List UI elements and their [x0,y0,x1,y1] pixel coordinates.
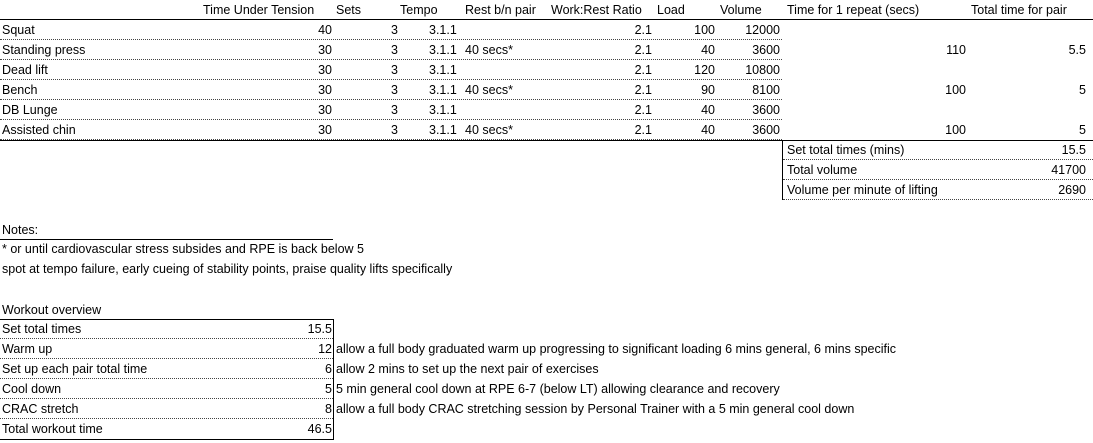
total-pair-cell[interactable]: 5 [1079,123,1086,137]
overview-divider [0,398,333,399]
notes-title[interactable]: Notes: [2,223,39,237]
rest-cell[interactable]: 40 secs* [465,123,513,137]
time-repeat-cell[interactable]: 100 [945,123,966,137]
header-rule [0,19,1093,20]
overview-row [0,339,1093,359]
overview-label[interactable]: CRAC stretch [2,402,79,416]
ratio-cell[interactable]: 2.1 [634,43,652,57]
table-row [0,120,1093,140]
sets-cell[interactable]: 3 [391,63,398,77]
tut-cell[interactable]: 30 [318,63,332,77]
summary-label[interactable]: Set total times (mins) [787,143,905,157]
header-tempo[interactable]: Tempo [400,3,438,17]
summary-left-border [782,140,783,200]
tut-cell[interactable]: 40 [318,23,332,37]
ratio-cell[interactable]: 2.1 [634,123,652,137]
overview-bottom-rule [0,439,333,440]
total-pair-cell[interactable] [970,20,1086,40]
overview-value[interactable]: 8 [325,402,332,416]
overview-right-border [333,319,334,440]
time-repeat-cell[interactable] [790,60,966,80]
row-divider [0,39,782,40]
sets-cell[interactable]: 3 [391,103,398,117]
table-row [0,20,1093,40]
row-divider [0,99,782,100]
overview-title-row [0,300,1093,320]
time-repeat-cell[interactable] [790,20,966,40]
notes-row [0,239,1093,259]
exercise-name[interactable]: DB Lunge [2,103,58,117]
overview-value[interactable]: 46.5 [307,422,332,436]
header-work-rest-ratio[interactable]: Work:Rest Ratio [551,3,642,17]
tempo-cell[interactable]: 3.1.1 [429,63,457,77]
total-pair-cell[interactable]: 5 [1079,83,1086,97]
summary-row [0,180,1093,200]
time-repeat-cell[interactable] [790,100,966,120]
load-cell[interactable]: 90 [701,83,715,97]
overview-label[interactable]: Total workout time [2,422,103,436]
table-row [0,40,1093,60]
overview-divider [0,338,333,339]
volume-cell[interactable]: 3600 [752,103,780,117]
tut-cell[interactable]: 30 [318,43,332,57]
summary-divider [783,199,1093,200]
notes-line[interactable]: spot at tempo failure, early cueing of stability points, praise quality lifts specifically [2,262,453,276]
header-load[interactable]: Load [657,3,685,17]
exercise-name[interactable]: Bench [2,83,38,97]
exercise-name[interactable]: Standing press [2,43,86,57]
load-cell[interactable]: 40 [701,103,715,117]
overview-divider [0,418,333,419]
summary-value[interactable]: 2690 [1058,183,1086,197]
ratio-cell[interactable]: 2.1 [634,103,652,117]
tempo-cell[interactable]: 3.1.1 [429,123,457,137]
exercise-name[interactable]: Assisted chin [2,123,76,137]
total-pair-cell[interactable] [970,100,1086,120]
summary-value[interactable]: 15.5 [1061,143,1086,157]
load-cell[interactable]: 40 [701,43,715,57]
header-sets[interactable]: Sets [336,3,362,17]
tempo-cell[interactable]: 3.1.1 [429,23,457,37]
overview-note[interactable]: 5 min general cool down at RPE 6-7 (below LT) allowing clearance and recovery [336,382,780,396]
total-pair-cell[interactable] [970,60,1086,80]
load-cell[interactable]: 100 [694,23,715,37]
load-cell[interactable]: 40 [701,123,715,137]
ratio-cell[interactable]: 2.1 [634,63,652,77]
header-time-repeat[interactable]: Time for 1 repeat (secs) [787,3,920,17]
overview-label[interactable]: Warm up [2,342,53,356]
header-row [0,0,1093,20]
notes-line[interactable]: * or until cardiovascular stress subsides and RPE is back below 5 [2,242,364,256]
overview-row [0,379,1093,399]
row-divider [0,119,782,120]
volume-cell[interactable]: 3600 [752,43,780,57]
summary-label[interactable]: Volume per minute of lifting [787,183,938,197]
tut-cell[interactable]: 30 [318,83,332,97]
header-volume[interactable]: Volume [720,3,762,17]
header-total-pair[interactable]: Total time for pair [971,3,1067,17]
sets-cell[interactable]: 3 [391,123,398,137]
volume-cell[interactable]: 10800 [745,63,780,77]
volume-cell[interactable]: 3600 [752,123,780,137]
rest-cell[interactable]: 40 secs* [465,43,513,57]
overview-row [0,399,1093,419]
sets-cell[interactable]: 3 [391,23,398,37]
exercise-name[interactable]: Squat [2,23,35,37]
sets-cell[interactable]: 3 [391,83,398,97]
load-cell[interactable]: 120 [694,63,715,77]
overview-value[interactable]: 12 [318,342,332,356]
total-pair-cell[interactable]: 5.5 [1068,43,1086,57]
overview-note[interactable]: allow a full body CRAC stretching session by Personal Trainer with a 5 min general cool down [336,402,855,416]
overview-row [0,359,1093,379]
table-row [0,60,1093,80]
summary-label[interactable]: Total volume [787,163,858,177]
table-row [0,100,1093,120]
overview-value[interactable]: 15.5 [307,322,332,336]
summary-divider [783,179,1093,180]
tut-cell[interactable]: 30 [318,123,332,137]
overview-note[interactable]: allow 2 mins to set up the next pair of exercises [336,362,599,376]
overview-title[interactable]: Workout overview [2,303,102,317]
tempo-cell[interactable]: 3.1.1 [429,103,457,117]
time-repeat-cell[interactable]: 100 [945,83,966,97]
overview-value[interactable]: 5 [325,382,332,396]
overview-value[interactable]: 6 [325,362,332,376]
overview-label[interactable]: Set total times [2,322,82,336]
row-divider [0,59,782,60]
header-rest[interactable]: Rest b/n pair [465,3,536,17]
overview-row [0,419,1093,439]
ratio-cell[interactable]: 2.1 [634,23,652,37]
rest-cell[interactable]: 40 secs* [465,83,513,97]
overview-divider [0,378,333,379]
notes-row [0,220,1093,240]
table-row [0,80,1093,100]
overview-row [0,319,1093,339]
notes-row [0,259,1093,279]
summary-row [0,160,1093,180]
overview-note[interactable]: allow a full body graduated warm up progressing to significant loading 6 mins general, 6 mins specific [336,342,897,356]
sets-cell[interactable]: 3 [391,43,398,57]
tut-cell[interactable]: 30 [318,103,332,117]
overview-label[interactable]: Cool down [2,382,62,396]
overview-label[interactable]: Set up each pair total time [2,362,148,376]
row-divider [0,79,782,80]
volume-cell[interactable]: 12000 [745,23,780,37]
tempo-cell[interactable]: 3.1.1 [429,43,457,57]
time-repeat-cell[interactable]: 110 [946,43,966,57]
volume-cell[interactable]: 8100 [752,83,780,97]
overview-divider [0,358,333,359]
summary-divider [783,159,1093,160]
exercise-name[interactable]: Dead lift [2,63,48,77]
summary-value[interactable]: 41700 [1051,163,1086,177]
tempo-cell[interactable]: 3.1.1 [429,83,457,97]
summary-row [0,140,1093,160]
header-time-under-tension[interactable]: Time Under Tension [203,3,315,17]
ratio-cell[interactable]: 2.1 [634,83,652,97]
